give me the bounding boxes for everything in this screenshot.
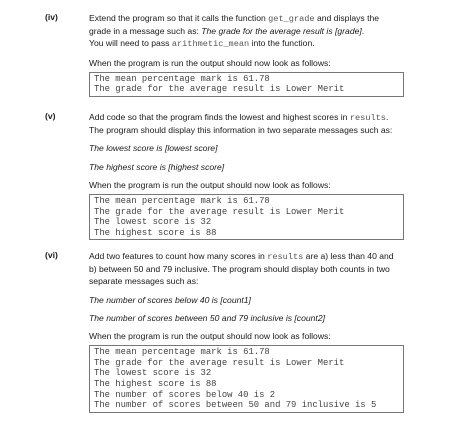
output-box: [89, 345, 404, 413]
text-span: You will need to pass: [89, 38, 172, 49]
question-text: [89, 37, 445, 50]
inline-code: results: [267, 252, 304, 262]
text-span: Add two features to count how many scores in: [89, 251, 268, 261]
example-message: The number of scores between 50 and 79 inclusive is [count2]: [89, 312, 325, 323]
run-prompt: When the program is run the output should now look as follows:: [89, 57, 331, 68]
question-text: separate messages such as:: [89, 276, 199, 287]
output-line: The mean percentage mark is 61.78: [94, 73, 270, 84]
text-span: .: [361, 26, 365, 37]
example-message: The highest score is [highest score]: [89, 161, 225, 172]
output-line: The number of scores between 50 and 79 inclusive is 5: [94, 400, 377, 411]
output-line: The grade for the average result is Lower Merit: [94, 357, 345, 368]
example-message: The number of scores below 40 is [count1]: [89, 294, 251, 305]
output-box: [89, 194, 404, 240]
output-line: The mean percentage mark is 61.78: [94, 196, 270, 207]
question-text: [89, 250, 445, 263]
text-span: are a) less than 40 and: [303, 251, 394, 261]
text-span: .: [385, 112, 389, 122]
output-line: The number of scores below 40 is 2: [94, 389, 276, 400]
run-prompt: When the program is run the output should now look as follows:: [89, 179, 331, 190]
question-text: [89, 12, 445, 25]
text-span: into the function.: [249, 38, 315, 49]
output-box: [89, 72, 404, 97]
inline-code: results: [349, 113, 386, 123]
question-number: (iv): [45, 12, 58, 22]
example-message: The grade for the average result is [grade]: [201, 26, 362, 37]
text-span: Add code so that the program finds the lowest and highest scores in: [89, 112, 350, 122]
inline-code: arithmetic_mean: [171, 39, 250, 50]
question-vi: [45, 250, 445, 413]
question-text: [89, 111, 445, 124]
question-v: [45, 111, 445, 240]
output-line: The highest score is 88: [94, 227, 217, 238]
output-line: The grade for the average result is Lower Merit: [94, 206, 345, 217]
output-line: The highest score is 88: [94, 379, 217, 389]
output-line: The mean percentage mark is 61.78: [94, 347, 270, 358]
question-iv: [45, 12, 445, 97]
question-number: (v): [45, 111, 56, 121]
output-line: The lowest score is 32: [94, 368, 212, 379]
question-text: [89, 25, 445, 37]
output-line: The lowest score is 32: [94, 217, 212, 228]
question-number: (vi): [45, 250, 58, 260]
question-text: b) between 50 and 79 inclusive. The program should display both counts in two: [89, 264, 390, 275]
text-span: and displays the: [314, 13, 380, 23]
example-message: The lowest score is [lowest score]: [89, 143, 218, 154]
question-text: The program should display this information in two separate messages such as:: [89, 125, 393, 136]
text-span: Extend the program so that it calls the function: [89, 13, 269, 23]
text-span: grade in a message such as:: [89, 26, 202, 37]
run-prompt: When the program is run the output should now look as follows:: [89, 331, 331, 342]
inline-code: get_grade: [268, 14, 315, 24]
output-line: The grade for the average result is Lower Merit: [94, 84, 345, 95]
